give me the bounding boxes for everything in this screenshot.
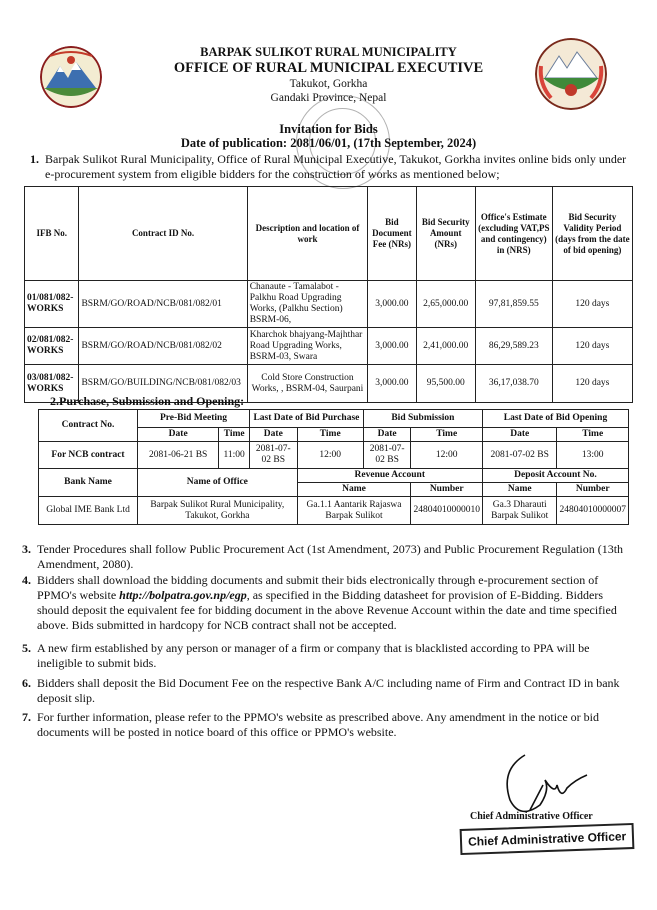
item-5-text: A new firm established by any person or manager of a firm or company that is blacklisted according to PPA will be ineligible to submit bids. [37,641,590,670]
th-time: Time [219,428,250,442]
table-row [25,281,633,328]
cell-value: 12:00 [411,442,483,469]
th-date: Date [138,428,219,442]
th-bid-security: Bid Security Amount (NRs) [416,187,475,281]
cell-value: 2081-06-21 BS [138,442,219,469]
cell-ifb: 03/081/082-WORKS [25,365,79,403]
signature-label: Chief Administrative Officer [470,811,593,822]
item-4: 4. Bidders shall download the bidding documents and submit their bids electronically through e-procurement section of PPMO's website http://bolpatra.gov.np/egp, as specified in the Bidding datasheet for provision of E-Bidding. Bidders should deposit the equivalent fee for bidding document in the above Revenue Account within the date and time specified above. Bids submitted in hardcopy for NCB contract shall not be accepted. [22,573,637,633]
header-line-4: Gandaki Province, Nepal [270,92,387,104]
cell-fee: 3,000.00 [368,281,416,328]
th-contract-no: Contract No. [39,410,138,442]
th-number: Number [411,483,483,497]
th-time: Time [557,428,629,442]
th-estimate: Office's Estimate (excluding VAT,PS and contingency) in (NRS) [475,187,552,281]
header-line-3: Takukot, Gorkha [289,78,368,90]
cell-value: 13:00 [557,442,629,469]
th-name: Name [297,483,411,497]
cell-description: Chanaute - Tamalabot - Palkhu Road Upgrading Works, (Palkhu Section) BSRM-06, [247,281,368,328]
cell-value: 2081-07-02 BS [482,442,557,469]
cell-estimate: 97,81,859.55 [475,281,552,328]
cell-fee: 3,000.00 [368,328,416,365]
cell-contract-id: BSRM/GO/ROAD/NCB/081/082/02 [79,328,247,365]
item-7-text: For further information, please refer to the PPMO's website as prescribed above. Any amendment in the notice or bid documents will be posted in notice board of this office or PPMO's website. [37,710,600,739]
header-line-2: OFFICE OF RURAL MUNICIPAL EXECUTIVE [173,60,484,76]
th-submission: Bid Submission [363,410,482,428]
cell-estimate: 86,29,589.23 [475,328,552,365]
cell-contract-id: BSRM/GO/BUILDING/NCB/081/082/03 [79,365,247,403]
cell-value: 11:00 [219,442,250,469]
th-bank-name: Bank Name [39,469,138,497]
cell-deposit-name: Ga.3 Dharauti Barpak Sulikot [482,497,557,525]
th-contract-id: Contract ID No. [79,187,247,281]
table-row [25,328,633,365]
bid-works-table [24,186,633,403]
th-time: Time [297,428,363,442]
th-doc-fee: Bid Document Fee (NRs) [368,187,416,281]
cell-value: 2081-07-02 BS [363,442,411,469]
cell-revenue-name: Ga.1.1 Aantarik Rajaswa Barpak Sulikot [297,497,411,525]
cell-value: 12:00 [297,442,363,469]
cell-ifb: 02/081/082-WORKS [25,328,79,365]
th-description: Description and location of work [247,187,368,281]
cell-row-label: For NCB contract [39,442,138,469]
th-date: Date [363,428,411,442]
item-4-text: Bidders shall download the bidding documents and submit their bids electronically through e-procurement section of PPMO's website http://bolpatra.gov.np/egp, as specified in the Bidding datasheet for provision of E-Bidding. Bidders should deposit the equivalent fee for bidding document in the above Revenue Account within the date and time specified above. Bids submitted in hardcopy for NCB contract shall not be accepted. [37,573,617,632]
cell-value: 2081-07-02 BS [250,442,298,469]
th-office-name: Name of Office [138,469,298,497]
item-1: 1. Barpak Sulikot Rural Municipality, Office of Rural Municipal Executive, Takukot, Gorkha invites online bids only under e-procurement system from eligible bidders for the construction of works as mentioned below; [30,152,635,182]
purchase-submission-table [38,409,629,525]
item-6: 6. Bidders shall deposit the Bid Document Fee on the respective Bank A/C including name of Firm and Contract ID in bank deposit slip. [22,676,637,706]
ppmo-link[interactable]: http://bolpatra.gov.np/egp [119,588,247,602]
table-row [39,497,629,525]
cell-bank: Global IME Bank Ltd [39,497,138,525]
cell-estimate: 36,17,038.70 [475,365,552,403]
cell-revenue-number: 24804010000010 [411,497,483,525]
section-2-heading: 2.Purchase, Submission and Opening: [50,394,245,408]
table-row [39,442,629,469]
item-5: 5. A new firm established by any person or manager of a firm or company that is blacklisted according to PPA will be ineligible to submit bids. [22,641,637,671]
item-3: 3. Tender Procedures shall follow Public Procurement Act (1st Amendment, 2073) and Public Procurement Regulation (13th Amendment, 2080). [22,542,637,572]
item-1-text: Barpak Sulikot Rural Municipality, Office of Rural Municipal Executive, Takukot, Gorkha invites online bids only under e-procurement system from eligible bidders for the construction of works as mentioned below; [45,152,627,181]
th-name: Name [482,483,557,497]
item-3-text: Tender Procedures shall follow Public Procurement Act (1st Amendment, 2073) and Public Procurement Regulation (13th Amendment, 2080). [37,542,624,571]
item-6-text: Bidders shall deposit the Bid Document Fee on the respective Bank A/C including name of Firm and Contract ID in bank deposit slip. [37,676,620,705]
th-deposit-account: Deposit Account No. [482,469,628,483]
th-number: Number [557,483,629,497]
cell-validity: 120 days [552,328,632,365]
th-date: Date [482,428,557,442]
officer-stamp: Chief Administrative Officer [460,823,635,855]
notice-title: Invitation for Bids [279,122,378,136]
signature-mark [495,750,595,820]
item-7: 7. For further information, please refer to the PPMO's website as prescribed above. Any amendment in the notice or bid documents will be posted in notice board of this office or PPMO's website. [22,710,637,740]
cell-security: 2,65,000.00 [416,281,475,328]
cell-deposit-number: 24804010000007 [557,497,629,525]
cell-ifb: 01/081/082-WORKS [25,281,79,328]
cell-security: 95,500.00 [416,365,475,403]
th-revenue-account: Revenue Account [297,469,482,483]
cell-validity: 120 days [552,365,632,403]
cell-description: Kharchok bhajyang-Majhthar Road Upgrading Works, BSRM-03, Swara [247,328,368,365]
th-pre-bid: Pre-Bid Meeting [138,410,250,428]
th-last-purchase: Last Date of Bid Purchase [250,410,364,428]
cell-fee: 3,000.00 [368,365,416,403]
publication-date: Date of publication: 2081/06/01, (17th September, 2024) [180,136,477,150]
th-last-opening: Last Date of Bid Opening [482,410,628,428]
cell-validity: 120 days [552,281,632,328]
th-time: Time [411,428,483,442]
cell-office: Barpak Sulikot Rural Municipality, Takukot, Gorkha [138,497,298,525]
th-ifb-no: IFB No. [25,187,79,281]
table1-header-row [25,187,633,281]
th-date: Date [250,428,298,442]
cell-security: 2,41,000.00 [416,328,475,365]
th-validity: Bid Security Validity Period (days from the date of bid opening) [552,187,632,281]
cell-description: Cold Store Construction Works, , BSRM-04, Saurpani [247,365,368,403]
header-line-1: BARPAK SULIKOT RURAL MUNICIPALITY [200,45,457,59]
cell-contract-id: BSRM/GO/ROAD/NCB/081/082/01 [79,281,247,328]
